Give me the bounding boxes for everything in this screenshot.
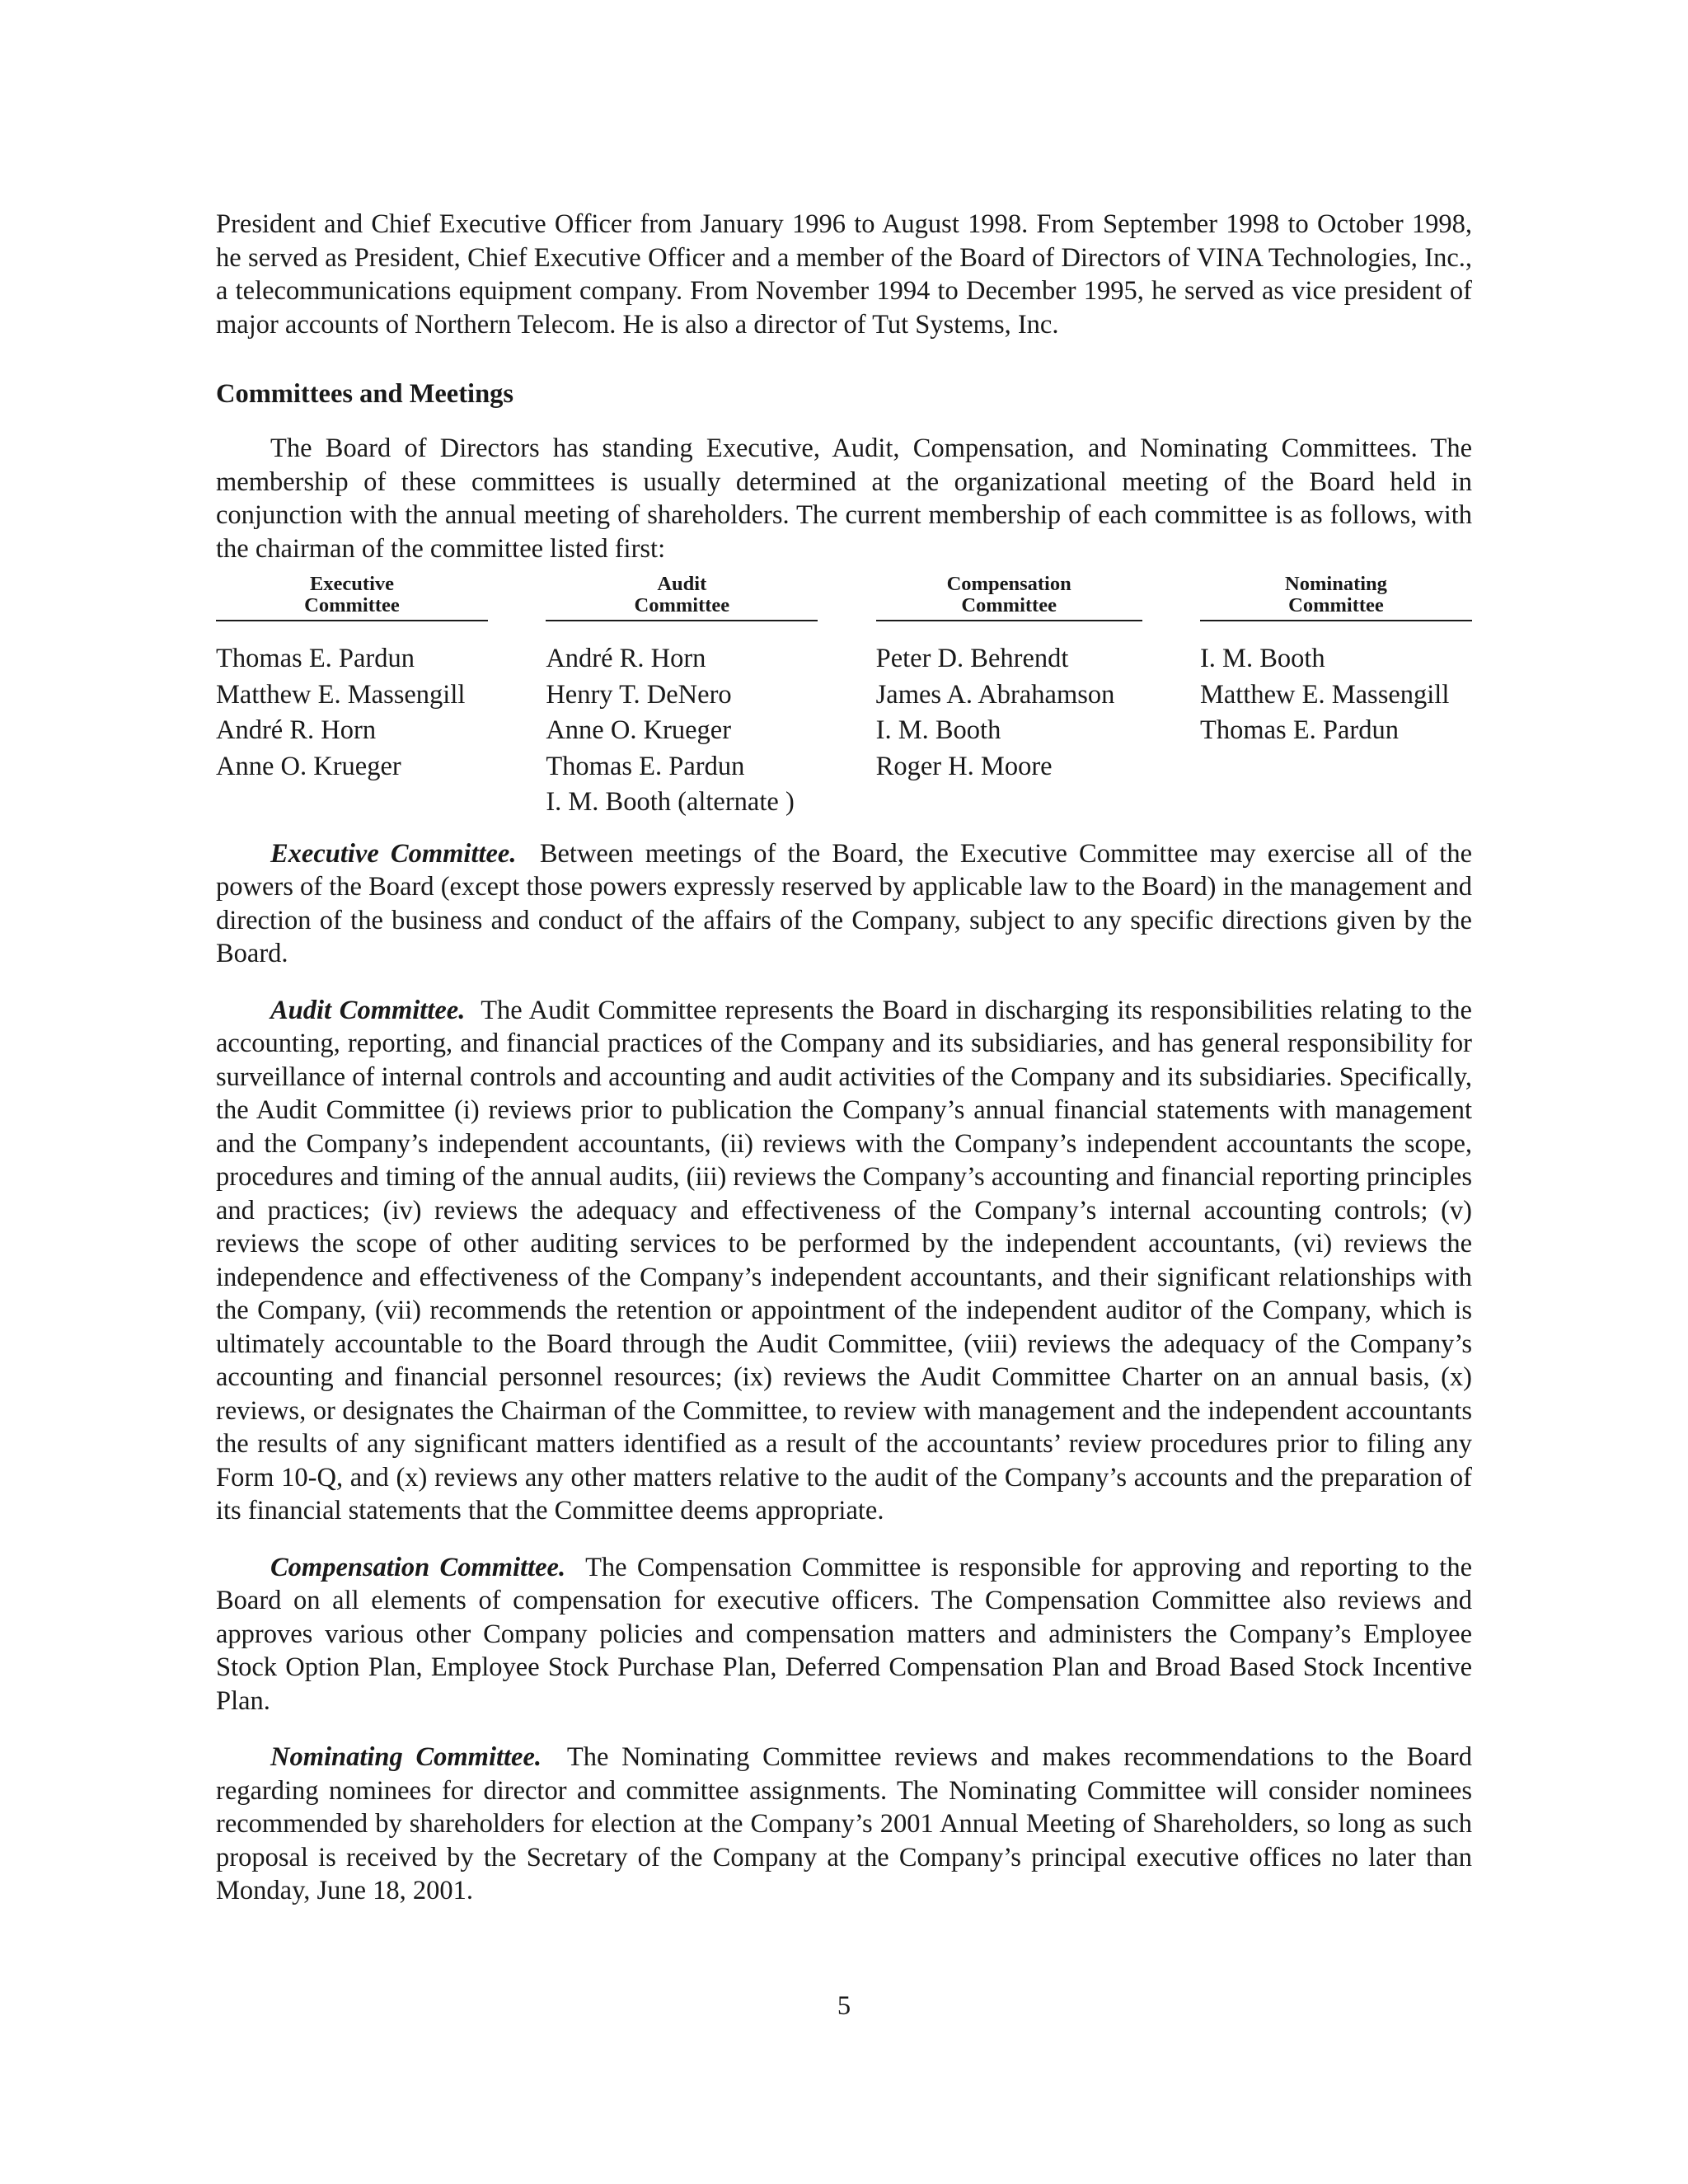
committee-member: Thomas E. Pardun bbox=[1199, 715, 1399, 745]
committee-header: Executive Committee bbox=[216, 574, 488, 621]
committee-member: I. M. Booth (alternate ) bbox=[546, 787, 795, 817]
audit-committee-paragraph bbox=[216, 994, 1472, 1528]
committee-members bbox=[216, 641, 488, 785]
committee-members bbox=[546, 641, 818, 821]
committee-column-executive bbox=[216, 574, 488, 821]
executive-committee-text: Between meetings of the Board, the Executive Committee may exercise all of the powers of the Board (except those powers expressly reserved by applicable law to the Board) in the management and direction of the business and conduct of the affairs of the Company, subject to any specific directions given by the Board. bbox=[216, 838, 1472, 968]
nominating-committee-lead: Nominating Committee. bbox=[270, 1742, 542, 1772]
nominating-committee-paragraph bbox=[216, 1741, 1472, 1908]
compensation-committee-paragraph bbox=[216, 1551, 1472, 1718]
nominating-committee-text: The Nominating Committee reviews and makes recommendations to the Board regarding nominees for director and committee assignments. The Nominating Committee will consider nominees recommended by shareholders for election at the Company’s 2001 Annual Meeting of Shareholders, so long as such proposal is received by the Secretary of the Company at the Company’s principal executive offices no later than Monday, June 18, 2001. bbox=[216, 1742, 1473, 1905]
committee-member: Roger H. Moore bbox=[875, 751, 1053, 781]
committee-members bbox=[1200, 641, 1472, 749]
committee-header: Compensation Committee bbox=[876, 574, 1142, 621]
executive-committee-paragraph bbox=[216, 837, 1472, 971]
committee-member: I. M. Booth bbox=[875, 715, 1001, 745]
audit-committee-lead: Audit Committee. bbox=[270, 995, 466, 1025]
committee-members bbox=[876, 641, 1142, 785]
compensation-committee-text: The Compensation Committee is responsible for approving and reporting to the Board on all elements of compensation for executive officers. The Compensation Committee also reviews and approves various other Company policies and compensation matters and administers the Company’s Employee Stock Option Plan, Employee Stock Purchase Plan, Deferred Compensation Plan and Broad Based Stock Incentive Plan. bbox=[216, 1552, 1472, 1716]
committee-member: Thomas E. Pardun bbox=[546, 751, 745, 781]
document-page bbox=[216, 208, 1472, 1908]
committee-column-nominating bbox=[1200, 574, 1472, 821]
committee-member: André R. Horn bbox=[546, 644, 706, 673]
committee-member: I. M. Booth bbox=[1199, 644, 1325, 673]
committee-header: Audit Committee bbox=[546, 574, 818, 621]
committee-member: Thomas E. Pardun bbox=[216, 644, 415, 673]
committee-member: Henry T. DeNero bbox=[546, 679, 732, 710]
committee-column-compensation bbox=[876, 574, 1142, 821]
committee-member: André R. Horn bbox=[216, 715, 377, 745]
audit-committee-text: The Audit Committee represents the Board in discharging its responsibilities relating to the accounting, reporting, and financial practices of the Company and its subsidiaries, and has general responsibility for surveillance of internal controls and accounting and audit activities of the Company and its subsidiaries. Specifically, the Audit Committee (i) reviews prior to publication the Company’s annual financial statements with management and the Company’s independent accountants, (ii) reviews with the Company’s independent accountants the scope, procedures and timing of the annual audits, (iii) reviews the Company’s accounting and financial reporting principles and practices; (iv) reviews the adequacy and effectiveness of the Company’s internal accounting controls; (v) reviews the scope of other auditing services to be performed by the independent accountants, (vi) reviews the independence and effectiveness of the Company’s independent accountants, and their significant relationships with the Company, (vii) recommends the retention or appointment of the independent auditor of the Company, which is ultimately accountable to the Board through the Audit Committee, (viii) reviews the adequacy of the Company’s accounting and financial personnel resources; (ix) reviews the Audit Committee Charter on an annual basis, (x) reviews, or designates the Chairman of the Committee, to review with management and the independent accountants the results of any significant matters identified as a result of the accountants’ review procedures prior to filing any Form 10-Q, and (x) reviews any other matters relative to the audit of the Company’s accounts and the preparation of its financial statements that the Committee deems appropriate. bbox=[216, 995, 1472, 1526]
committee-member: Peter D. Behrendt bbox=[875, 644, 1069, 673]
compensation-committee-lead: Compensation Committee. bbox=[270, 1552, 566, 1582]
committee-member: Matthew E. Massengill bbox=[216, 679, 466, 710]
committee-membership-table bbox=[216, 574, 1472, 821]
executive-committee-lead: Executive Committee. bbox=[270, 838, 517, 869]
committee-column-audit bbox=[546, 574, 818, 821]
section-heading: Committees and Meetings bbox=[216, 379, 514, 409]
committee-header: Nominating Committee bbox=[1200, 574, 1472, 621]
committee-member: James A. Abrahamson bbox=[875, 679, 1115, 710]
committees-intro-paragraph: The Board of Directors has standing Executive, Audit, Compensation, and Nominating Committees. The membership of these committees is usually determined at the organizational meeting of the Board held in conjunction with the annual meeting of shareholders. The current membership of each committee is as follows, with the chairman of the committee listed first: bbox=[216, 434, 1472, 564]
intro-paragraph: President and Chief Executive Officer from January 1996 to August 1998. From September 1998 to October 1998, he served as President, Chief Executive Officer and a member of the Board of Directors of VINA Technologies, Inc., a telecommunications equipment company. From November 1994 to December 1995, he served as vice president of major accounts of Northern Telecom. He is also a director of Tut Systems, Inc. bbox=[216, 209, 1472, 340]
page-number: 5 bbox=[837, 1991, 851, 2021]
committee-member: Anne O. Krueger bbox=[546, 715, 732, 745]
committee-member: Matthew E. Massengill bbox=[1199, 679, 1450, 710]
committee-member: Anne O. Krueger bbox=[216, 751, 401, 781]
